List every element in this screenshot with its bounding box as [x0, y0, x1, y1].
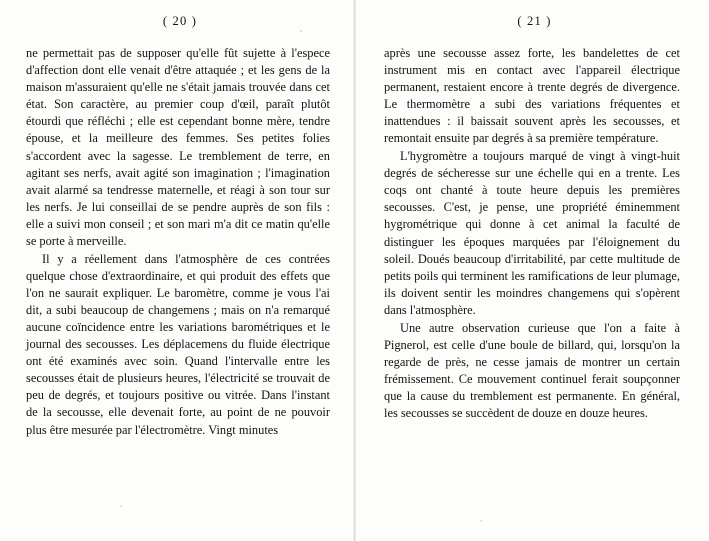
paragraph: ne permettait pas de supposer qu'elle fût sujette à l'espece d'affection dont elle venait d'être attaquée ; et les gens de la maison m'assuraient qu'elle ne s'était jamais trouvée dans cet état. Son caractère, au premier coup d'œil, paraît plutôt étourdi que réfléchi ; elle est cependant bonne mère, tendre épouse, et la meilleure des femmes. Ses petites folies s'accordent avec la sagesse. Le tremblement de terre, en agitant ses nerfs, avait agité son imagination ; l'imagination avait alarmé sa tendresse maternelle, et réagi à son tour sur les nerfs. Je lui conseillai de se pendre auprès de son fils : elle a suivi mon conseil ; et son mari m'a dit ce matin qu'elle se porte à merveille. [26, 46, 330, 249]
right-page-folio: ( 21 ) [517, 14, 552, 28]
right-page-text [384, 45, 680, 422]
paragraph: Une autre observation curieuse que l'on a faite à Pignerol, est celle d'une boule de billard, qui, lorsqu'on la regarde de près, ne cesse jamais de montrer un certain frémissement. Ce mouvement continuel ferait soupçonner que la cause du tremblement est permanente. En général, les secousses se succèdent de douze en douze heures. [384, 320, 680, 420]
paragraph: L'hygromètre a toujours marqué de vingt à vingt-huit degrés de sécheresse sur une échelle qui en a trente. Les coqs ont chanté à toute heure depuis les premières secousses. C'est, je pense, une propriété éminemment hygrométrique qui donne à cet animal la faculté de distinguer les époques marquées par l'éloignement du soleil. Doués beaucoup d'irritabilité, par cette multitude de petits poils qui terminent les ramifications de leur plumage, ils doivent sentir les moindres changemens qui s'opèrent dans l'atmosphère. [384, 149, 680, 317]
paragraph: après une secousse assez forte, les bandelettes de cet instrument mis en contact avec l'appareil électrique permanent, restaient encore à trente degrés de divergence. Le thermomètre a subi des variations fréquentes et inattendues : il baissait souvent après les secousses, et remontait ensuite par degrés à sa première température. [384, 46, 680, 146]
left-page-folio: ( 20 ) [162, 14, 198, 28]
paragraph: Il y a réellement dans l'atmosphère de ces contrées quelque chose d'extraordinaire, et qui produit des effets que l'on ne saurait expliquer. Le baromètre, comme je vous l'ai dit, a subi beaucoup de changemens ; mais on n'a remarqué aucune coïncidence entre les variations barométriques et le journal des secousses. Les déplacemens du fluide électrique ont été examinés avec soin. Quand l'intervalle entre les secousses était de plusieurs heures, l'électricité se trouvait de peu de degrés, et toujours positive ou vitrée. Dans l'instant de la secousse, elle devenait forte, au point de ne pouvoir plus être mesurée par l'électromètre. Vingt minutes [26, 251, 330, 437]
right-page [356, 0, 709, 541]
left-page-text [26, 45, 330, 439]
